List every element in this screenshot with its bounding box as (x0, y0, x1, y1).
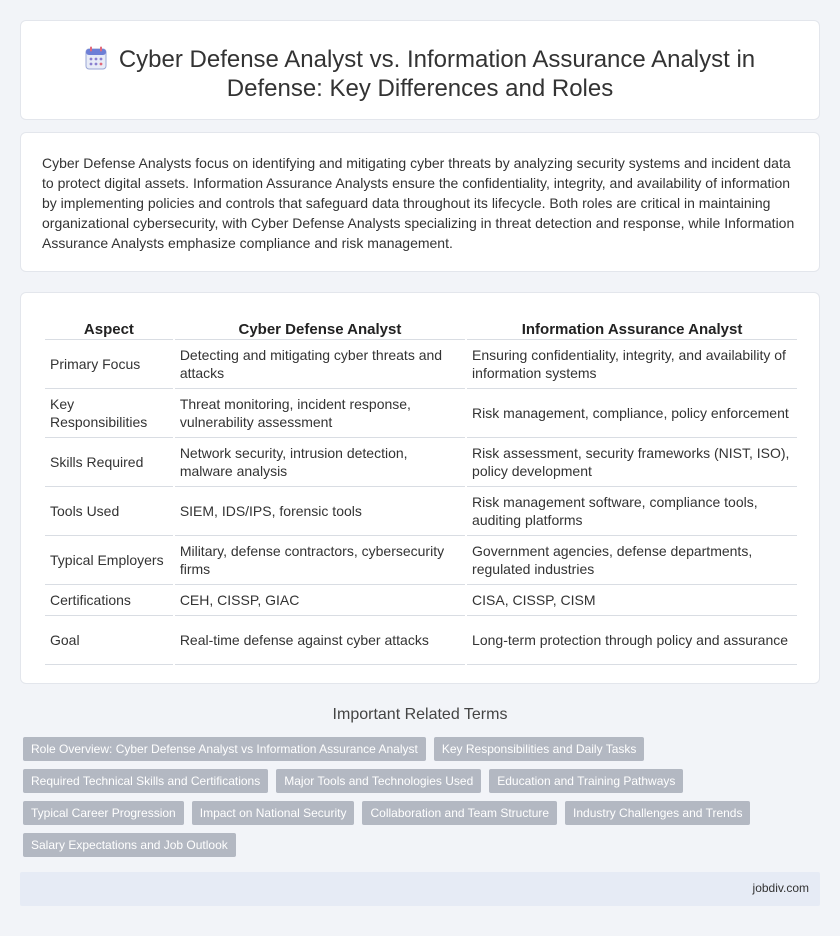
related-term-tag[interactable]: Education and Training Pathways (489, 769, 683, 793)
related-term-tag[interactable]: Key Responsibilities and Daily Tasks (434, 737, 645, 761)
header-aspect: Aspect (45, 315, 173, 340)
page-title (21, 45, 819, 103)
intro-card (20, 132, 820, 272)
row-information-assurance: Ensuring confidentiality, integrity, and availability of information systems (467, 340, 797, 389)
related-terms-list (23, 737, 783, 857)
related-terms-title: Important Related Terms (332, 706, 508, 723)
row-aspect: Typical Employers (45, 536, 173, 585)
row-information-assurance: Risk management software, compliance tools, auditing platforms (467, 487, 797, 536)
row-aspect: Tools Used (45, 487, 173, 536)
row-information-assurance: Government agencies, defense departments, regulated industries (467, 536, 797, 585)
row-cyber-defense: Network security, intrusion detection, malware analysis (175, 438, 465, 487)
table-row (45, 340, 797, 389)
row-cyber-defense: Threat monitoring, incident response, vulnerability assessment (175, 389, 465, 438)
row-cyber-defense: Detecting and mitigating cyber threats and attacks (175, 340, 465, 389)
row-cyber-defense: SIEM, IDS/IPS, forensic tools (175, 487, 465, 536)
header-cyber-defense: Cyber Defense Analyst (175, 315, 465, 340)
header-card (20, 20, 820, 120)
row-information-assurance: CISA, CISSP, CISM (467, 585, 797, 616)
row-cyber-defense: CEH, CISSP, GIAC (175, 585, 465, 616)
row-information-assurance: Long-term protection through policy and assurance (467, 616, 797, 665)
footer-site-link[interactable]: jobdiv.com (752, 881, 809, 895)
comparison-card (20, 292, 820, 684)
footer (20, 872, 820, 906)
table-header-row (45, 315, 797, 340)
related-term-tag[interactable]: Industry Challenges and Trends (565, 801, 750, 825)
comparison-table (43, 315, 799, 665)
intro-paragraph: Cyber Defense Analysts focus on identifying and mitigating cyber threats by analyzing security systems and incident data to protect digital assets. Information Assurance Analysts ensure the confidentiality, integrity, and availability of information by implementing policies and controls that safeguard data throughout its lifecycle. Both roles are critical in maintaining organizational cybersecurity, with Cyber Defense Analysts specializing in threat detection and response, while Information Assurance Analysts emphasize compliance and risk management. (42, 155, 795, 251)
related-term-tag[interactable]: Required Technical Skills and Certifications (23, 769, 268, 793)
row-aspect: Primary Focus (45, 340, 173, 389)
table-row (45, 536, 797, 585)
row-aspect: Key Responsibilities (45, 389, 173, 438)
related-term-tag[interactable]: Typical Career Progression (23, 801, 184, 825)
related-term-tag[interactable]: Impact on National Security (192, 801, 355, 825)
title-line-2: Defense: Key Differences and Roles (226, 75, 614, 102)
calendar-icon (85, 46, 107, 70)
table-row (45, 389, 797, 438)
related-term-tag[interactable]: Role Overview: Cyber Defense Analyst vs Information Assurance Analyst (23, 737, 426, 761)
table-row (45, 438, 797, 487)
row-aspect: Skills Required (45, 438, 173, 487)
header-information-assurance: Information Assurance Analyst (467, 315, 797, 340)
table-row (45, 585, 797, 616)
related-term-tag[interactable]: Major Tools and Technologies Used (276, 769, 481, 793)
related-term-tag[interactable]: Salary Expectations and Job Outlook (23, 833, 236, 857)
title-line-1: Cyber Defense Analyst vs. Information Assurance Analyst in (118, 46, 756, 73)
table-row (45, 487, 797, 536)
row-aspect: Goal (45, 616, 173, 665)
row-information-assurance: Risk management, compliance, policy enforcement (467, 389, 797, 438)
table-row (45, 616, 797, 665)
row-aspect: Certifications (45, 585, 173, 616)
row-information-assurance: Risk assessment, security frameworks (NIST, ISO), policy development (467, 438, 797, 487)
related-term-tag[interactable]: Collaboration and Team Structure (362, 801, 557, 825)
row-cyber-defense: Military, defense contractors, cybersecurity firms (175, 536, 465, 585)
row-cyber-defense: Real-time defense against cyber attacks (175, 616, 465, 665)
